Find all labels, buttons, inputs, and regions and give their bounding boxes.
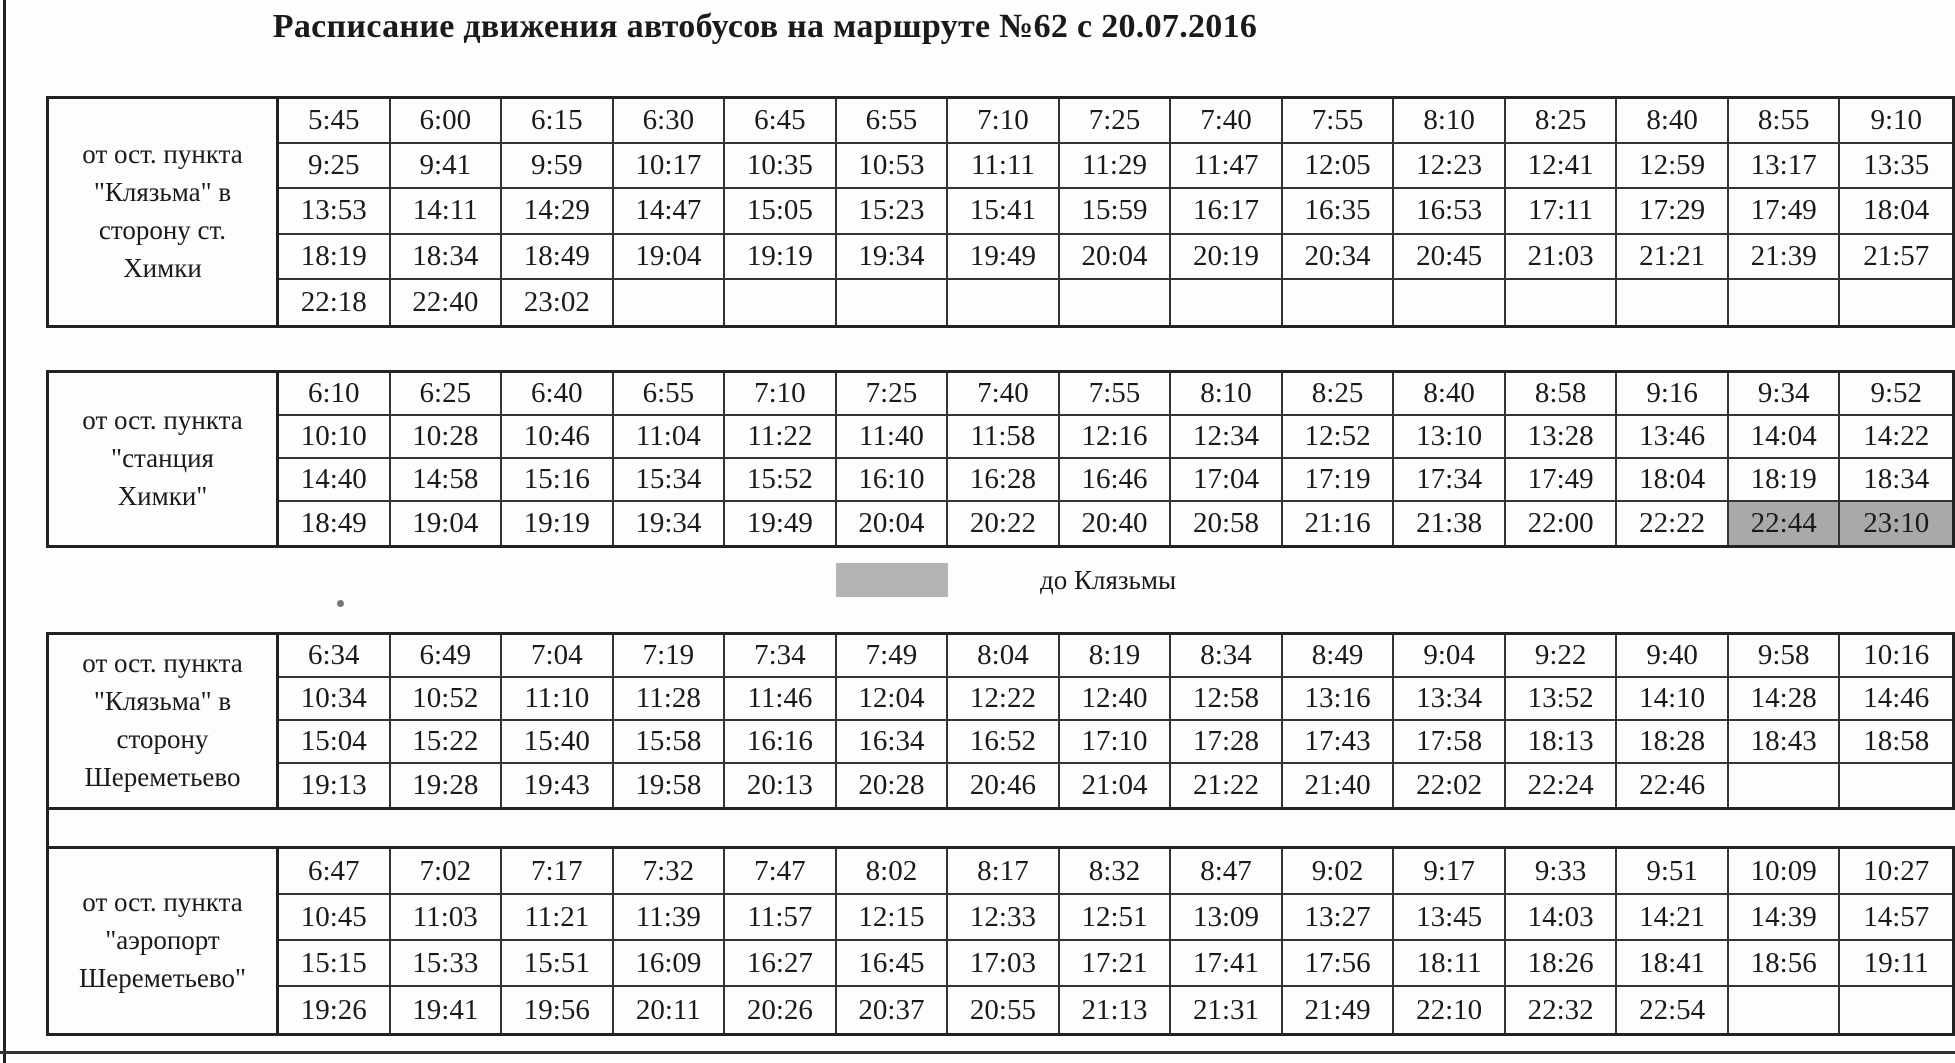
departure-time-cell: 19:19 [502,502,614,545]
departure-time-cell: 12:22 [948,678,1060,721]
departure-time-cell: 18:26 [1506,941,1618,987]
departure-time-cell: 20:37 [837,987,949,1033]
departure-time-cell: 19:58 [614,764,726,807]
departure-time-cell: 9:59 [502,144,614,189]
departure-time-cell: 15:52 [725,459,837,502]
departure-time-cell: 13:28 [1506,416,1618,459]
departure-time-cell: 17:21 [1060,941,1172,987]
departure-time-cell: 11:03 [391,895,503,941]
departure-time-cell: 12:59 [1617,144,1729,189]
departure-time-cell: 19:49 [725,502,837,545]
scan-speck [337,600,344,607]
departure-time-cell: 7:17 [502,849,614,895]
empty-cell [614,280,726,325]
departure-time-cell: 9:22 [1506,635,1618,678]
departure-time-cell: 10:52 [391,678,503,721]
departure-time-cell: 17:34 [1394,459,1506,502]
departure-time-cell: 12:33 [948,895,1060,941]
departure-time-cell: 15:22 [391,721,503,764]
departure-time-cell: 18:43 [1729,721,1841,764]
spacer-row [46,808,1955,848]
departure-time-cell: 11:58 [948,416,1060,459]
departure-time-cell: 6:49 [391,635,503,678]
departure-time-cell: 15:15 [279,941,391,987]
departure-time-cell: 14:04 [1729,416,1841,459]
departure-time-cell: 10:17 [614,144,726,189]
departure-time-cell: 9:58 [1729,635,1841,678]
departure-time-cell: 7:40 [1171,99,1283,144]
departure-time-cell: 14:03 [1506,895,1618,941]
departure-time-cell: 10:46 [502,416,614,459]
departure-time-cell: 9:04 [1394,635,1506,678]
departure-time-cell: 11:28 [614,678,726,721]
departure-time-cell: 12:15 [837,895,949,941]
departure-time-cell: 6:55 [614,373,726,416]
empty-cell [1394,280,1506,325]
empty-cell [1729,280,1841,325]
departure-time-cell: 13:53 [279,189,391,234]
departure-time-cell: 9:41 [391,144,503,189]
departure-time-cell: 12:34 [1171,416,1283,459]
departure-time-cell: 11:47 [1171,144,1283,189]
departure-time-cell: 7:49 [837,635,949,678]
empty-cell [1617,280,1729,325]
departure-time-cell: 7:40 [948,373,1060,416]
departure-time-cell: 19:56 [502,987,614,1033]
departure-time-cell: 10:53 [837,144,949,189]
departure-time-cell: 7:55 [1060,373,1172,416]
departure-time-cell: 11:40 [837,416,949,459]
departure-time-cell: 7:32 [614,849,726,895]
departure-time-cell: 13:10 [1394,416,1506,459]
departure-time-cell: 14:10 [1617,678,1729,721]
departure-time-cell: 19:26 [279,987,391,1033]
departure-time-cell: 10:09 [1729,849,1841,895]
departure-time-cell: 13:34 [1394,678,1506,721]
departure-time-cell: 18:13 [1506,721,1618,764]
departure-time-cell: 11:46 [725,678,837,721]
departure-time-cell: 7:25 [1060,99,1172,144]
departure-time-cell: 14:21 [1617,895,1729,941]
departure-time-cell: 6:00 [391,99,503,144]
departure-time-cell: 18:49 [279,502,391,545]
departure-time-cell: 10:16 [1840,635,1952,678]
departure-time-cell: 12:16 [1060,416,1172,459]
departure-time-cell: 13:09 [1171,895,1283,941]
departure-time-cell: 16:45 [837,941,949,987]
departure-time-cell: 12:04 [837,678,949,721]
departure-time-cell: 6:34 [279,635,391,678]
departure-time-cell: 21:31 [1171,987,1283,1033]
departure-time-cell: 9:34 [1729,373,1841,416]
departure-time-cell: 6:47 [279,849,391,895]
departure-time-cell: 10:10 [279,416,391,459]
departure-time-cell: 5:45 [279,99,391,144]
departure-time-cell: 14:28 [1729,678,1841,721]
departure-time-cell: 16:27 [725,941,837,987]
departure-time-cell: 11:10 [502,678,614,721]
departure-time-cell: 21:39 [1729,235,1841,280]
departure-time-cell: 21:40 [1283,764,1395,807]
departure-time-cell: 6:40 [502,373,614,416]
departure-time-cell: 19:13 [279,764,391,807]
departure-time-cell: 21:22 [1171,764,1283,807]
empty-cell [1729,987,1841,1033]
departure-time-cell: 11:04 [614,416,726,459]
departure-time-cell: 12:41 [1506,144,1618,189]
legend-shade-swatch [836,563,948,597]
departure-time-cell: 22:24 [1506,764,1618,807]
departure-time-cell: 6:30 [614,99,726,144]
schedule-klyazma-to-khimki [46,96,1955,328]
departure-time-cell: 13:27 [1283,895,1395,941]
times-grid [279,635,1952,807]
departure-time-cell: 22:40 [391,280,503,325]
departure-time-cell: 16:16 [725,721,837,764]
departure-time-cell: 22:22 [1617,502,1729,545]
empty-cell [725,280,837,325]
departure-time-cell: 22:46 [1617,764,1729,807]
section-label: от ост. пункта "станция Химки" [49,373,279,545]
departure-time-cell: 15:51 [502,941,614,987]
departure-time-cell: 9:52 [1840,373,1952,416]
departure-time-cell: 18:04 [1617,459,1729,502]
departure-time-cell: 8:02 [837,849,949,895]
empty-cell [948,280,1060,325]
departure-time-cell: 19:28 [391,764,503,807]
departure-time-cell: 15:41 [948,189,1060,234]
departure-time-cell: 12:51 [1060,895,1172,941]
departure-time-cell: 17:10 [1060,721,1172,764]
departure-time-cell: 19:41 [391,987,503,1033]
departure-time-cell: 6:45 [725,99,837,144]
departure-time-cell: 15:04 [279,721,391,764]
empty-cell [1060,280,1172,325]
departure-time-cell: 23:10 [1840,502,1952,545]
departure-time-cell: 16:46 [1060,459,1172,502]
departure-time-cell: 17:29 [1617,189,1729,234]
empty-cell [1840,764,1952,807]
departure-time-cell: 19:04 [614,235,726,280]
departure-time-cell: 8:19 [1060,635,1172,678]
departure-time-cell: 18:58 [1840,721,1952,764]
departure-time-cell: 18:19 [1729,459,1841,502]
departure-time-cell: 16:53 [1394,189,1506,234]
departure-time-cell: 11:57 [725,895,837,941]
departure-time-cell: 19:49 [948,235,1060,280]
departure-time-cell: 22:54 [1617,987,1729,1033]
departure-time-cell: 14:57 [1840,895,1952,941]
departure-time-cell: 13:17 [1729,144,1841,189]
departure-time-cell: 22:44 [1729,502,1841,545]
departure-time-cell: 14:40 [279,459,391,502]
departure-time-cell: 10:27 [1840,849,1952,895]
departure-time-cell: 16:17 [1171,189,1283,234]
empty-cell [1171,280,1283,325]
departure-time-cell: 18:11 [1394,941,1506,987]
departure-time-cell: 18:34 [1840,459,1952,502]
departure-time-cell: 17:49 [1729,189,1841,234]
departure-time-cell: 8:34 [1171,635,1283,678]
departure-time-cell: 16:35 [1283,189,1395,234]
departure-time-cell: 6:10 [279,373,391,416]
departure-time-cell: 11:22 [725,416,837,459]
departure-time-cell: 17:19 [1283,459,1395,502]
departure-time-cell: 15:23 [837,189,949,234]
departure-time-cell: 22:32 [1506,987,1618,1033]
departure-time-cell: 12:23 [1394,144,1506,189]
section-label: от ост. пункта "Клязьма" в сторону Шереметьево [49,635,279,807]
departure-time-cell: 8:58 [1506,373,1618,416]
departure-time-cell: 17:11 [1506,189,1618,234]
empty-cell [1840,280,1952,325]
departure-time-cell: 22:02 [1394,764,1506,807]
section-label: от ост. пункта "Клязьма" в сторону ст. Химки [49,99,279,325]
departure-time-cell: 15:16 [502,459,614,502]
departure-time-cell: 12:58 [1171,678,1283,721]
departure-time-cell: 20:13 [725,764,837,807]
departure-time-cell: 10:45 [279,895,391,941]
departure-time-cell: 8:55 [1729,99,1841,144]
departure-time-cell: 17:28 [1171,721,1283,764]
departure-time-cell: 20:04 [837,502,949,545]
departure-time-cell: 20:45 [1394,235,1506,280]
departure-time-cell: 22:18 [279,280,391,325]
schedule-klyazma-to-sheremetyevo [46,632,1955,810]
departure-time-cell: 7:04 [502,635,614,678]
departure-time-cell: 14:39 [1729,895,1841,941]
section-label: от ост. пункта "аэропорт Шереметьево" [49,849,279,1033]
departure-time-cell: 17:04 [1171,459,1283,502]
departure-time-cell: 7:55 [1283,99,1395,144]
departure-time-cell: 18:34 [391,235,503,280]
departure-time-cell: 9:40 [1617,635,1729,678]
departure-time-cell: 15:40 [502,721,614,764]
departure-time-cell: 20:46 [948,764,1060,807]
departure-time-cell: 18:04 [1840,189,1952,234]
departure-time-cell: 18:49 [502,235,614,280]
departure-time-cell: 10:28 [391,416,503,459]
departure-time-cell: 11:29 [1060,144,1172,189]
departure-time-cell: 18:28 [1617,721,1729,764]
legend [836,563,1176,597]
departure-time-cell: 9:16 [1617,373,1729,416]
times-grid [279,99,1952,325]
schedule-from-khimki-station [46,370,1955,548]
departure-time-cell: 6:25 [391,373,503,416]
departure-time-cell: 15:58 [614,721,726,764]
departure-time-cell: 14:58 [391,459,503,502]
departure-time-cell: 9:10 [1840,99,1952,144]
legend-text: до Клязьмы [1040,564,1177,595]
departure-time-cell: 8:25 [1506,99,1618,144]
departure-time-cell: 21:13 [1060,987,1172,1033]
departure-time-cell: 19:04 [391,502,503,545]
departure-time-cell: 20:55 [948,987,1060,1033]
departure-time-cell: 20:26 [725,987,837,1033]
departure-time-cell: 8:25 [1283,373,1395,416]
departure-time-cell: 19:19 [725,235,837,280]
empty-cell [1840,987,1952,1033]
departure-time-cell: 20:58 [1171,502,1283,545]
departure-time-cell: 21:16 [1283,502,1395,545]
departure-time-cell: 13:46 [1617,416,1729,459]
departure-time-cell: 17:58 [1394,721,1506,764]
departure-time-cell: 20:40 [1060,502,1172,545]
departure-time-cell: 11:39 [614,895,726,941]
departure-time-cell: 19:43 [502,764,614,807]
departure-time-cell: 22:00 [1506,502,1618,545]
departure-time-cell: 9:25 [279,144,391,189]
departure-time-cell: 7:02 [391,849,503,895]
departure-time-cell: 20:04 [1060,235,1172,280]
schedule-from-sheremetyevo-airport [46,846,1955,1036]
page-title: Расписание движения автобусов на маршруте №62 с 20.07.2016 [272,8,1258,45]
departure-time-cell: 8:40 [1394,373,1506,416]
departure-time-cell: 8:10 [1171,373,1283,416]
departure-time-cell: 7:25 [837,373,949,416]
departure-time-cell: 8:17 [948,849,1060,895]
departure-time-cell: 7:34 [725,635,837,678]
departure-time-cell: 14:47 [614,189,726,234]
departure-time-cell: 8:32 [1060,849,1172,895]
departure-time-cell: 17:41 [1171,941,1283,987]
empty-cell [1506,280,1618,325]
departure-time-cell: 6:55 [837,99,949,144]
departure-time-cell: 20:28 [837,764,949,807]
times-grid [279,373,1952,545]
departure-time-cell: 17:03 [948,941,1060,987]
departure-time-cell: 12:40 [1060,678,1172,721]
departure-time-cell: 23:02 [502,280,614,325]
departure-time-cell: 6:15 [502,99,614,144]
departure-time-cell: 11:21 [502,895,614,941]
departure-time-cell: 14:29 [502,189,614,234]
departure-time-cell: 8:10 [1394,99,1506,144]
departure-time-cell: 15:34 [614,459,726,502]
departure-time-cell: 21:04 [1060,764,1172,807]
departure-time-cell: 19:34 [614,502,726,545]
departure-time-cell: 13:16 [1283,678,1395,721]
departure-time-cell: 16:28 [948,459,1060,502]
page-edge-bottom [0,1051,1955,1054]
departure-time-cell: 21:57 [1840,235,1952,280]
departure-time-cell: 9:51 [1617,849,1729,895]
departure-time-cell: 18:56 [1729,941,1841,987]
departure-time-cell: 11:11 [948,144,1060,189]
departure-time-cell: 19:11 [1840,941,1952,987]
departure-time-cell: 8:04 [948,635,1060,678]
departure-time-cell: 9:17 [1394,849,1506,895]
departure-time-cell: 16:52 [948,721,1060,764]
departure-time-cell: 9:33 [1506,849,1618,895]
departure-time-cell: 8:40 [1617,99,1729,144]
departure-time-cell: 12:52 [1283,416,1395,459]
departure-time-cell: 14:11 [391,189,503,234]
departure-time-cell: 21:49 [1283,987,1395,1033]
departure-time-cell: 8:49 [1283,635,1395,678]
departure-time-cell: 10:35 [725,144,837,189]
departure-time-cell: 16:10 [837,459,949,502]
departure-time-cell: 21:38 [1394,502,1506,545]
departure-time-cell: 16:34 [837,721,949,764]
departure-time-cell: 20:22 [948,502,1060,545]
departure-time-cell: 17:49 [1506,459,1618,502]
departure-time-cell: 8:47 [1171,849,1283,895]
departure-time-cell: 20:19 [1171,235,1283,280]
departure-time-cell: 7:19 [614,635,726,678]
departure-time-cell: 16:09 [614,941,726,987]
departure-time-cell: 22:10 [1394,987,1506,1033]
empty-cell [1729,764,1841,807]
departure-time-cell: 17:56 [1283,941,1395,987]
departure-time-cell: 14:46 [1840,678,1952,721]
departure-time-cell: 15:59 [1060,189,1172,234]
departure-time-cell: 10:34 [279,678,391,721]
departure-time-cell: 15:33 [391,941,503,987]
times-grid [279,849,1952,1033]
departure-time-cell: 13:35 [1840,144,1952,189]
departure-time-cell: 21:21 [1617,235,1729,280]
departure-time-cell: 7:10 [948,99,1060,144]
departure-time-cell: 19:34 [837,235,949,280]
departure-time-cell: 7:47 [725,849,837,895]
empty-cell [1283,280,1395,325]
departure-time-cell: 14:22 [1840,416,1952,459]
page-edge-left [3,0,6,1063]
departure-time-cell: 7:10 [725,373,837,416]
empty-cell [837,280,949,325]
departure-time-cell: 18:19 [279,235,391,280]
departure-time-cell: 13:45 [1394,895,1506,941]
departure-time-cell: 20:11 [614,987,726,1033]
departure-time-cell: 17:43 [1283,721,1395,764]
departure-time-cell: 21:03 [1506,235,1618,280]
departure-time-cell: 18:41 [1617,941,1729,987]
departure-time-cell: 13:52 [1506,678,1618,721]
departure-time-cell: 15:05 [725,189,837,234]
departure-time-cell: 12:05 [1283,144,1395,189]
departure-time-cell: 9:02 [1283,849,1395,895]
departure-time-cell: 20:34 [1283,235,1395,280]
